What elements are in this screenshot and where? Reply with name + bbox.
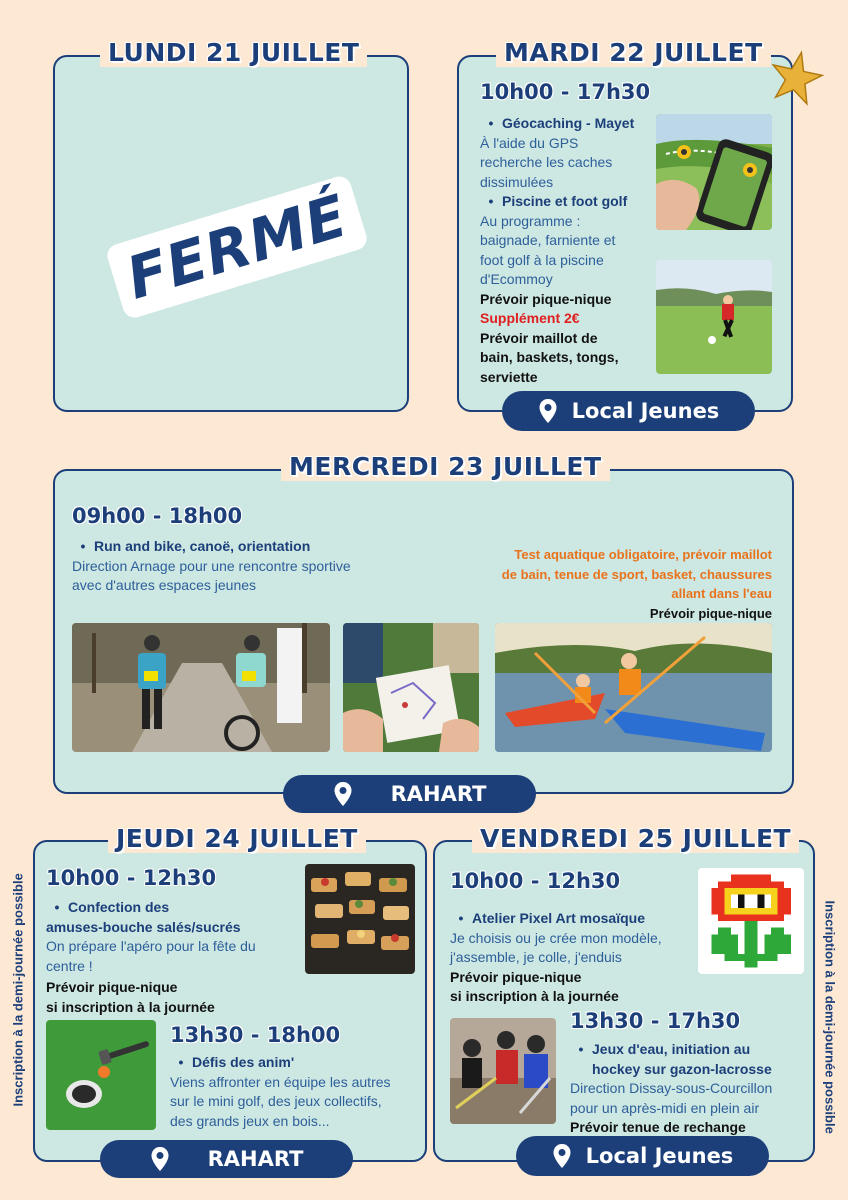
friday-time-morning: 10h00 - 12h30 [450,869,621,893]
activity-title: Défis des anim' [192,1054,295,1070]
closed-stamp [104,173,369,320]
activity-desc: Viens affronter en équipe les autres [170,1073,391,1090]
activity-desc: centre ! [46,957,93,974]
thursday-time-morning: 10h00 - 12h30 [46,866,217,890]
thursday-afternoon-text [170,1053,420,1131]
clothes-note: Prévoir tenue de rechange [570,1119,746,1135]
picnic-note: si inscription à la journée [46,998,215,1015]
location-label: RAHART [207,1147,304,1171]
tuesday-time: 10h00 - 17h30 [480,80,651,104]
activity-desc: On prépare l'apéro pour la fête du [46,938,256,954]
location-pin-icon [552,1143,572,1169]
geocaching-photo [656,114,772,230]
monday-panel [53,55,409,412]
picnic-note: Prévoir pique-nique [649,605,772,621]
picnic-note: Prévoir pique-nique [46,979,178,995]
picnic-note: si inscription à la journée [450,988,619,1004]
activity-desc: dissimulées [480,173,554,190]
activity-desc: À l'aide du GPS [480,134,579,151]
activity-title: Jeux d'eau, initiation au [592,1041,751,1057]
footgolf-photo [656,260,772,374]
location-pin-icon [333,781,353,807]
star-icon [768,50,824,106]
wednesday-location-badge [283,775,536,813]
activity-desc: Au programme : [480,212,581,229]
monday-title: LUNDI 21 JUILLET [100,38,367,67]
activity-desc: avec d'autres espaces jeunes [72,577,257,593]
activity-desc: Direction Arnage pour une rencontre sportive [72,557,351,574]
location-pin-icon [150,1146,170,1172]
minigolf-photo [46,1020,156,1130]
activity-desc: des grands jeux en bois... [170,1112,330,1129]
wednesday-text [72,537,432,596]
tuesday-text [480,114,652,387]
activity-title: amuses-bouche salés/sucrés [46,918,241,935]
picnic-note: Prévoir pique-nique [450,968,582,985]
location-pin-icon [538,398,558,424]
gear-note: serviette [480,368,538,385]
appetizers-photo [305,864,415,974]
supplement-note: Supplément 2€ [480,310,580,326]
picnic-note: Prévoir pique-nique [480,290,612,307]
activity-title: Géocaching - Mayet [502,115,635,131]
activity-desc: baignade, farniente et [480,232,616,248]
hockey-photo [450,1018,556,1124]
thursday-title: JEUDI 24 JUILLET [108,824,366,853]
warning-line: allant dans l'eau [671,586,772,601]
gear-note: Prévoir maillot de [480,329,598,346]
wednesday-time: 09h00 - 18h00 [72,504,243,528]
activity-title: Confection des [68,899,170,915]
side-note-left: Inscription à la demi-journée possible [10,873,26,1107]
location-label: Local Jeunes [571,399,720,423]
activity-desc: foot golf à la piscine [480,251,604,268]
thursday-location-badge [100,1140,353,1178]
friday-morning-text [450,909,700,1007]
activity-desc: Direction Dissay-sous-Courcillon [570,1080,773,1096]
friday-time-afternoon: 13h30 - 17h30 [570,1009,741,1033]
wednesday-title: MERCREDI 23 JUILLET [281,452,610,481]
activity-desc: pour un après-midi en plein air [570,1099,760,1116]
friday-afternoon-text [570,1040,790,1138]
pixel-flower-image [698,868,804,974]
activity-title: hockey sur gazon-lacrosse [592,1060,772,1077]
thursday-time-afternoon: 13h30 - 18h00 [170,1023,341,1047]
activity-title: Run and bike, canoë, orientation [94,538,311,554]
tuesday-title: MARDI 22 JUILLET [496,38,771,67]
activity-desc: recherche les caches [480,154,613,170]
activity-desc: sur le mini golf, des jeux collectifs, [170,1093,382,1109]
side-note-right: Inscription à la demi-journée possible [822,900,838,1134]
orientation-photo [343,623,479,752]
closed-label: FERMÉ [119,181,356,313]
friday-title: VENDREDI 25 JUILLET [472,824,799,853]
tuesday-location-badge [502,391,755,431]
activity-title: Atelier Pixel Art mosaïque [472,910,645,926]
canoe-photo [495,623,772,752]
activity-desc: j'assemble, je colle, j'enduis [450,949,622,965]
warning-line: Test aquatique obligatoire, prévoir maillot [514,547,772,562]
thursday-morning-text [46,898,296,1017]
gear-note: bain, baskets, tongs, [480,349,619,365]
activity-desc: Je choisis ou je crée mon modèle, [450,929,662,946]
warning-line: de bain, tenue de sport, basket, chaussures [501,566,772,582]
activity-title: Piscine et foot golf [502,193,628,209]
location-label: RAHART [390,782,487,806]
friday-location-badge [516,1136,769,1176]
run-bike-photo [72,623,330,752]
wednesday-warning [440,545,772,623]
location-label: Local Jeunes [585,1144,734,1168]
activity-desc: d'Ecommoy [480,271,553,287]
